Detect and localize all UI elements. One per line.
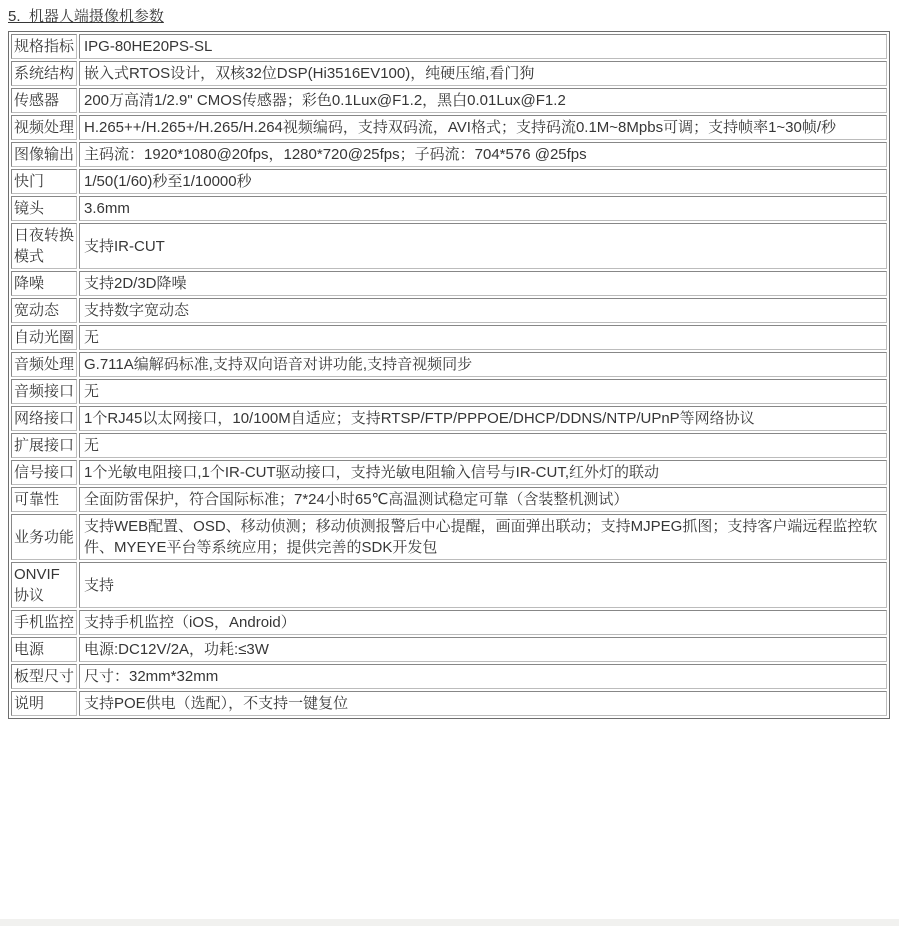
spec-label: 板型尺寸 [11,664,77,689]
spec-value: 无 [79,379,887,404]
spec-row-image-output [11,142,887,167]
spec-label: 视频处理 [11,115,77,140]
spec-value: 1个光敏电阻接口,1个IR-CUT驱动接口，支持光敏电阻输入信号与IR-CUT,红外灯的联动 [79,460,887,485]
spec-row-audio-interface [11,379,887,404]
spec-label: 日夜转换模式 [11,223,77,269]
spec-row-mobile-monitoring [11,610,887,635]
spec-value: 主码流：1920*1080@20fps，1280*720@25fps；子码流：704*576 @25fps [79,142,887,167]
spec-value: 支持 [79,562,887,608]
spec-value: 3.6mm [79,196,887,221]
spec-value: 支持2D/3D降噪 [79,271,887,296]
spec-label: 扩展接口 [11,433,77,458]
spec-row-onvif [11,562,887,608]
spec-value: 支持WEB配置、OSD、移动侦测；移动侦测报警后中心提醒，画面弹出联动；支持MJPEG抓图；支持客户端远程监控软件、MYEYE平台等系统应用；提供完善的SDK开发包 [79,514,887,560]
spec-row-board-size [11,664,887,689]
spec-row-reliability [11,487,887,512]
spec-label: 手机监控 [11,610,77,635]
spec-value: 支持IR-CUT [79,223,887,269]
spec-label: 说明 [11,691,77,716]
spec-label: 网络接口 [11,406,77,431]
spec-label: 自动光圈 [11,325,77,350]
spec-value: 电源:DC12V/2A，功耗:≤3W [79,637,887,662]
spec-row-shutter [11,169,887,194]
spec-label: 音频接口 [11,379,77,404]
spec-label: 系统结构 [11,61,77,86]
spec-label: 信号接口 [11,460,77,485]
spec-table-body [11,34,887,716]
spec-label: 可靠性 [11,487,77,512]
spec-row-video-processing [11,115,887,140]
spec-row-lens [11,196,887,221]
spec-row-business-functions [11,514,887,560]
spec-value: 支持数字宽动态 [79,298,887,323]
spec-row-model [11,34,887,59]
spec-value: 全面防雷保护，符合国际标准；7*24小时65℃高温测试稳定可靠（含装整机测试） [79,487,887,512]
spec-value: IPG-80HE20PS-SL [79,34,887,59]
spec-value: G.711A编解码标准,支持双向语音对讲功能,支持音视频同步 [79,352,887,377]
spec-label: 快门 [11,169,77,194]
spec-row-power [11,637,887,662]
spec-value: 1个RJ45以太网接口，10/100M自适应；支持RTSP/FTP/PPPOE/DHCP/DDNS/NTP/UPnP等网络协议 [79,406,887,431]
spec-value: 尺寸：32mm*32mm [79,664,887,689]
spec-value: 嵌入式RTOS设计，双核32位DSP(Hi3516EV100)，纯硬压缩,看门狗 [79,61,887,86]
spec-row-audio-processing [11,352,887,377]
spec-label: 传感器 [11,88,77,113]
spec-label: 图像输出 [11,142,77,167]
spec-value: 无 [79,325,887,350]
spec-value: 支持POE供电（选配），不支持一键复位 [79,691,887,716]
spec-row-auto-iris [11,325,887,350]
spec-value: 200万高清1/2.9" CMOS传感器；彩色0.1Lux@F1.2，黑白0.01Lux@F1.2 [79,88,887,113]
spec-label: ONVIF协议 [11,562,77,608]
spec-row-noise-reduction [11,271,887,296]
spec-row-wdr [11,298,887,323]
spec-row-day-night-mode [11,223,887,269]
spec-row-notes [11,691,887,716]
spec-label: 电源 [11,637,77,662]
spec-label: 镜头 [11,196,77,221]
spec-row-sensor [11,88,887,113]
spec-label: 降噪 [11,271,77,296]
spec-value: 无 [79,433,887,458]
section-title: 5. 机器人端摄像机参数 [8,8,164,25]
spec-label: 宽动态 [11,298,77,323]
spec-value: 1/50(1/60)秒至1/10000秒 [79,169,887,194]
spec-label: 规格指标 [11,34,77,59]
spec-value: H.265++/H.265+/H.265/H.264视频编码，支持双码流，AVI格式；支持码流0.1M~8Mpbs可调；支持帧率1~30帧/秒 [79,115,887,140]
spec-row-network-interface [11,406,887,431]
spec-row-expansion-interface [11,433,887,458]
spec-row-system [11,61,887,86]
page-bottom-edge [0,919,899,926]
spec-label: 音频处理 [11,352,77,377]
spec-value: 支持手机监控（iOS，Android） [79,610,887,635]
spec-row-signal-interface [11,460,887,485]
camera-spec-table [8,31,890,719]
spec-label: 业务功能 [11,514,77,560]
